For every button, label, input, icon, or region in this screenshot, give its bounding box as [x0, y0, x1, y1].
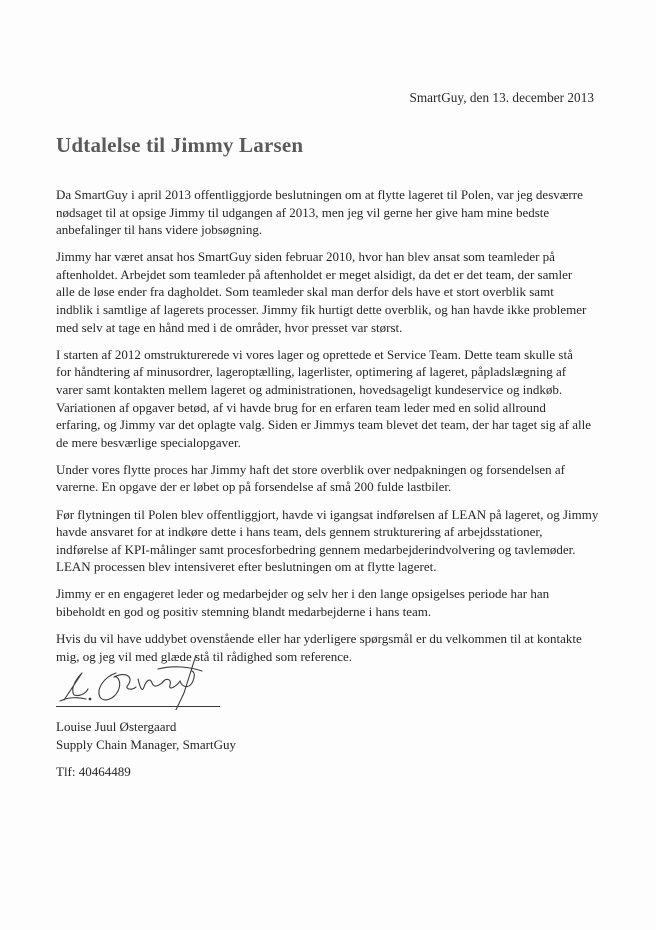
text-line: alle de løse ender fra dagholdet. Som teamleder skal man derfor dels have et stort overblik samt	[56, 284, 554, 300]
text-line: Under vores flytte proces har Jimmy haft det store overblik over nedpakningen og forsendelsen af	[56, 461, 566, 477]
text-line: aftenholdet. Arbejdet som teamleder på aftenholdet er meget alsidigt, da det er det team, der samler	[56, 266, 573, 282]
signer-block	[56, 718, 236, 753]
text-line: for håndtering af minusordrer, lageroptælling, lagerlister, optimering af lageret, påpladslægning af	[56, 364, 567, 380]
text-line: havde ansvaret for at indkøre dette i hans team, dels gennem strukturering af arbejdsstationer,	[56, 524, 543, 540]
text-line: varer samt kontakten mellem lageret og administrationen, hovedsageligt kundeservice og indkøb.	[56, 381, 563, 397]
text-line: varerne. En opgave der er løbet op på forsendelse af små 200 fulde lastbiler.	[56, 479, 452, 495]
paragraph-engagement	[56, 585, 616, 620]
paragraph-employment	[56, 248, 616, 336]
text-line: bibeholdt en god og positiv stemning blandt medarbejderne i hans team.	[56, 603, 432, 619]
text-line: LEAN processen blev intensiveret efter beslutningen om at flytte lageret.	[56, 559, 437, 575]
signer-role: Supply Chain Manager, SmartGuy	[56, 736, 237, 752]
paragraph-service-team	[56, 346, 616, 452]
text-line: indblik i samtlige af lagerets processer. Jimmy fik hurtigt dette overblik, og han havde ikke problemer	[56, 302, 587, 318]
text-line: indførelse af KPI-målinger samt procesforbedring gennem medarbejderindvolvering og tavlemøder.	[56, 541, 576, 557]
signer-name: Louise Juul Østergaard	[56, 719, 177, 734]
paragraph-lean	[56, 506, 616, 576]
text-line: Variationen af opgaver betød, af vi havde brug for en erfaren team leder med en solid allround	[56, 399, 546, 415]
text-line: Jimmy er en engageret leder og medarbejder og selv her i den lange opsigelses periode har han	[56, 586, 550, 602]
dateline: SmartGuy, den 13. december 2013	[409, 90, 594, 105]
text-line: anbefalinger til hans videre jobsøgning.	[56, 222, 263, 238]
paragraph-dismissal	[56, 186, 616, 239]
text-line: mig, og jeg vil med glæde stå til rådighed som reference.	[56, 648, 353, 664]
text-line: Da SmartGuy i april 2013 offentliggjorde beslutningen om at flytte lageret til Polen, var jeg desværre	[56, 187, 583, 202]
text-line: nødsaget til at opsige Jimmy til udgangen af 2013, men jeg vil gerne her give ham mine bedste	[56, 204, 550, 220]
text-line: de mere besværlige specialopgaver.	[56, 434, 241, 450]
text-line: I starten af 2012 omstrukturerede vi vores lager og oprettede et Service Team. Dette team skulle stå	[56, 346, 573, 362]
text-line: Jimmy har været ansat hos SmartGuy siden februar 2010, hvor han blev ansat som teamleder på	[56, 249, 555, 265]
paragraph-relocation	[56, 461, 616, 496]
signature-line	[56, 706, 220, 707]
letter-title: Udtalelse til Jimmy Larsen	[56, 133, 304, 157]
letter-body	[56, 186, 616, 675]
text-line: Før flytningen til Polen blev offentliggjort, havde vi igangsat indførelsen af LEAN på lageret, og Jimmy	[56, 506, 599, 522]
text-line: Hvis du vil have uddybet ovenstående eller har yderligere spørgsmål er du velkommen til at kontakte	[56, 631, 582, 647]
signer-phone: Tlf: 40464489	[56, 764, 131, 779]
text-line: med selv at tage en hånd med i de områder, hvor presset var størst.	[56, 319, 403, 335]
handwritten-signature-icon	[56, 655, 226, 710]
text-line: erfaring, og Jimmy var det oplagte valg. Siden er Jimmys team blevet det team, der har taget sig af alle	[56, 417, 591, 433]
